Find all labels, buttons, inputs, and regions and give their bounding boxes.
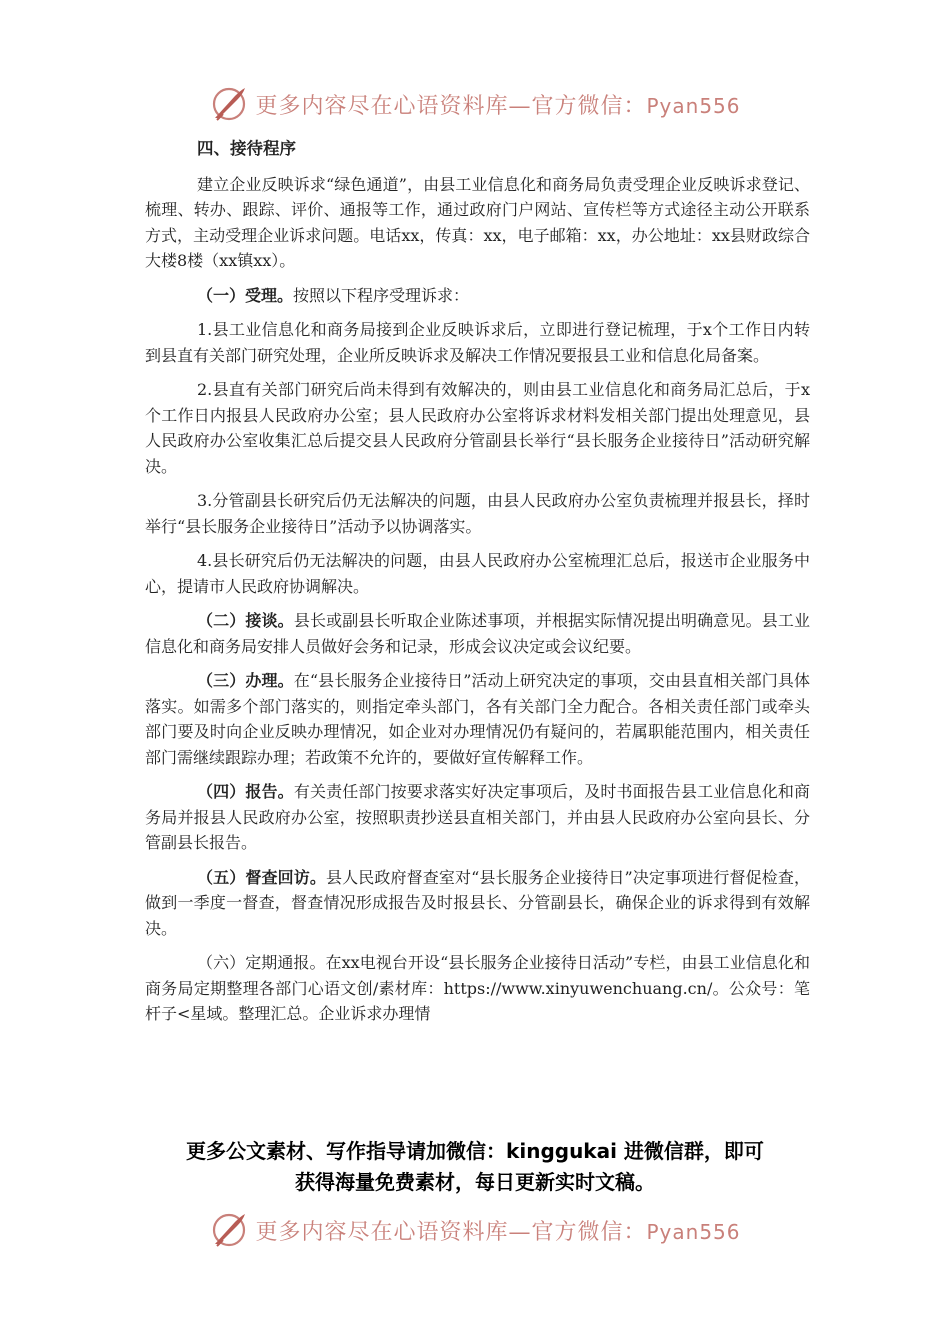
quill-pen-icon bbox=[209, 1210, 249, 1250]
paragraph: （二）接谈。县长或副县长听取企业陈述事项，并根据实际情况提出明确意见。县工业信息化和商务局安排人员做好会务和记录，形成会议决定或会议纪要。 bbox=[145, 611, 810, 656]
paragraph: （五）督查回访。县人民政府督查室对“县长服务企业接待日”决定事项进行督促检查，做到一季度一督查，督查情况形成报告及时报县长、分管副县长，确保企业的诉求得到有效解决。 bbox=[145, 867, 810, 938]
notice-line-2: 获得海量免费素材，每日更新实时文稿。 bbox=[295, 1170, 655, 1194]
header-banner bbox=[0, 78, 950, 130]
banner-wechat: Pyan556 bbox=[646, 1219, 741, 1244]
paragraph: 1.县工业信息化和商务局接到企业反映诉求后，立即进行登记梳理，于x个工作日内转到县直有关部门研究处理，企业所反映诉求及解决工作情况要报县工业和信息化局备案。 bbox=[145, 320, 810, 365]
paragraph: 3.分管副县长研究后仍无法解决的问题，由县人民政府办公室负责梳理并报县长，择时举行“县长服务企业接待日”活动予以协调落实。 bbox=[145, 491, 810, 536]
wechat-notice bbox=[120, 1136, 830, 1198]
paragraph: 4.县长研究后仍无法解决的问题，由县人民政府办公室梳理汇总后，报送市企业服务中心，提请市人民政府协调解决。 bbox=[145, 551, 810, 596]
notice-line-1: 更多公文素材、写作指导请加微信：kinggukai 进微信群，即可 bbox=[186, 1139, 764, 1163]
paragraph: （四）报告。有关责任部门按要求落实好决定事项后，及时书面报告县工业信息化和商务局并报县人民政府办公室，按照职责抄送县直相关部门，并由县人民政府办公室向县长、分管副县长报告。 bbox=[145, 782, 810, 852]
banner-text: 更多内容尽在心语资料库—官方微信：Pyan556 bbox=[255, 1219, 741, 1245]
paragraph: （六）定期通报。在xx电视台开设“县长服务企业接待日活动”专栏，由县工业信息化和商务局定期整理各部门心语文创/素材库：https://www.xinyuwenchuang.cn/。公众号：笔杆子<星域。整理汇总。企业诉求办理情 bbox=[145, 953, 810, 1023]
intro-paragraph: 建立企业反映诉求“绿色通道”，由县工业信息化和商务局负责受理企业反映诉求登记、梳理、转办、跟踪、评价、通报等工作，通过政府门户网站、宣传栏等方式途径主动公开联系方式，主动受理企业诉求问题。电话xx，传真：xx，电子邮箱：xx，办公地址：xx县财政综合大楼8楼（xx镇xx）。 bbox=[145, 174, 810, 270]
paragraph: 2.县直有关部门研究后尚未得到有效解决的，则由县工业信息化和商务局汇总后，于x个工作日内报县人民政府办公室；县人民政府办公室将诉求材料发相关部门提出处理意见，县人民政府办公室收集汇总后提交县人民政府分管副县长举行“县长服务企业接待日”活动研究解决。 bbox=[145, 380, 810, 476]
paragraph: （三）办理。在“县长服务企业接待日”活动上研究决定的事项，交由县直相关部门具体落实。如需多个部门落实的，则指定牵头部门，各有关部门全力配合。各相关责任部门或牵头部门要及时向企业反映办理情况，如企业对办理情况仍有疑问的，若属职能范围内，相关责任部门需继续跟踪办理；若政策不允许的，要做好宣传解释工作。 bbox=[145, 671, 810, 767]
banner-text: 更多内容尽在心语资料库—官方微信：Pyan556 bbox=[255, 93, 741, 119]
banner-wechat: Pyan556 bbox=[646, 93, 741, 118]
paragraph: （一）受理。按照以下程序受理诉求： bbox=[197, 285, 470, 305]
section-heading: 四、接待程序 bbox=[197, 139, 296, 158]
footer-banner bbox=[0, 1204, 950, 1256]
quill-pen-icon bbox=[209, 84, 249, 124]
document-body bbox=[145, 136, 810, 1036]
